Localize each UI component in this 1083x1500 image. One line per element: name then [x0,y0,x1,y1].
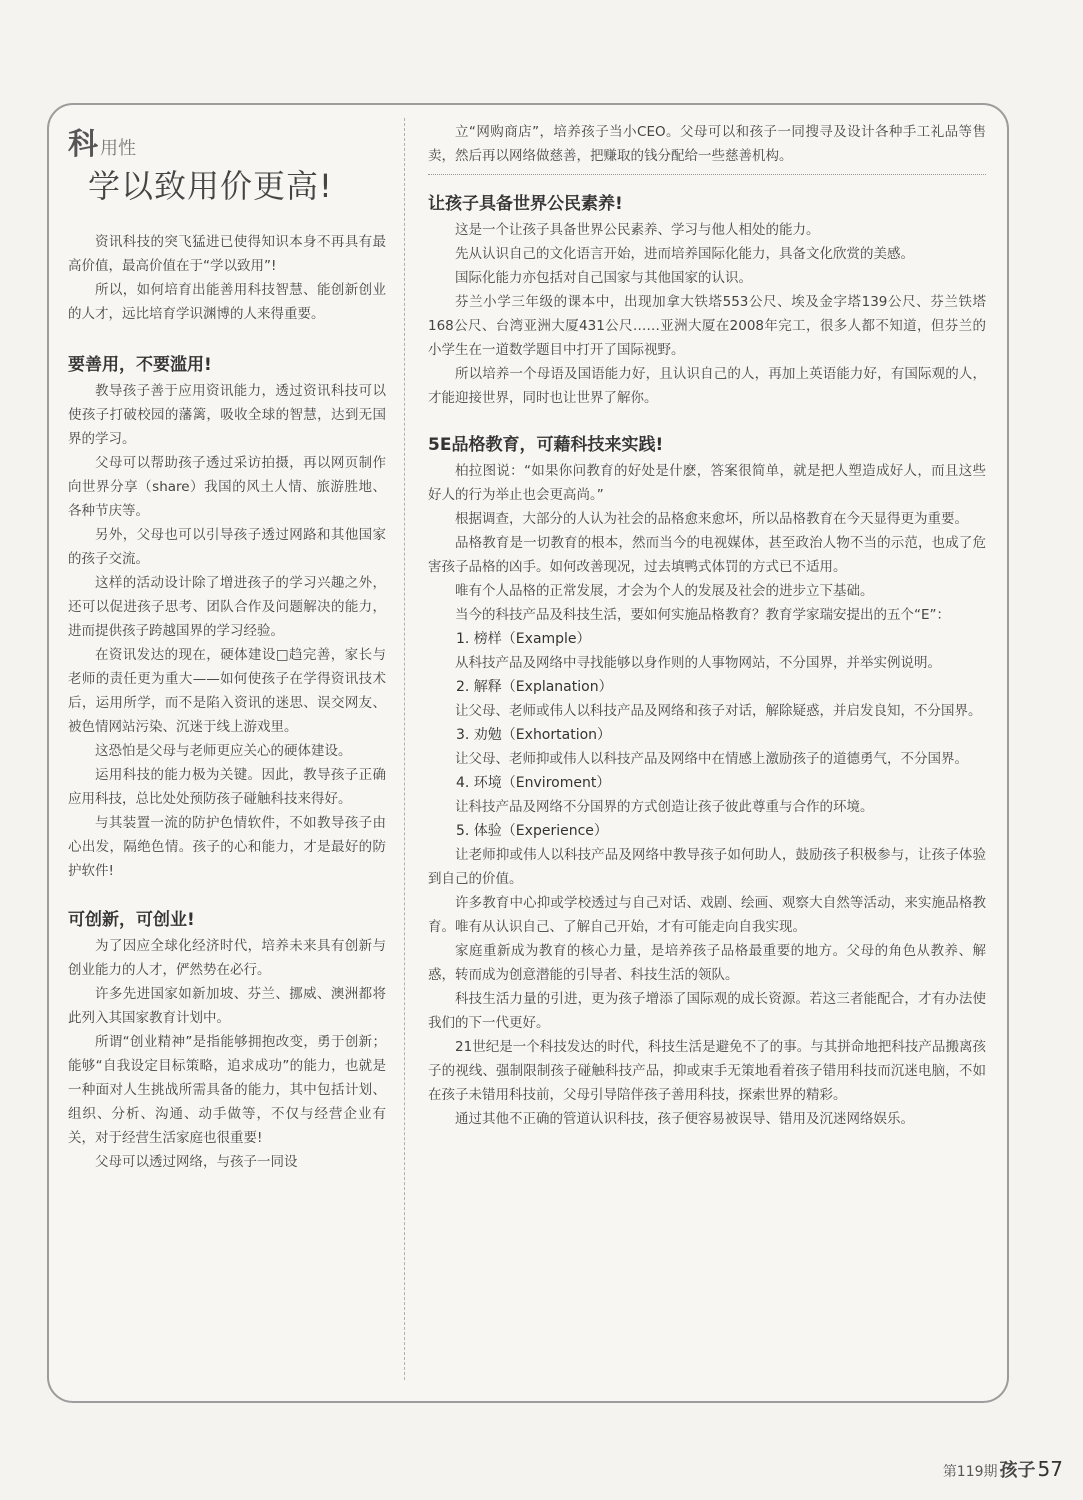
paragraph: 根据调查，大部分的人认为社会的品格愈来愈坏，所以品格教育在今天显得更为重要。 [455,511,968,527]
kicker-small: 用性 [100,138,136,159]
paragraph: 唯有个人品格的正常发展，才会为个人的发展及社会的进步立下基础。 [455,583,874,599]
paragraph: 品格教育是一切教育的根本，然而当今的电视媒体，甚至政治人物不当的示范，也成了危害孩子品格的凶手。如何改善现况，过去填鸭式体罚的方式已不适用。 [428,535,986,575]
left-column [68,128,386,1174]
paragraph: 与其装置一流的防护色情软件，不如教导孩子由心出发，隔绝色情。孩子的心和能力，才是最好的防护软件! [68,815,386,879]
paragraph: 为了因应全球化经济时代，培养未来具有创新与创业能力的人才，俨然势在必行。 [68,938,386,978]
section-heading: 让孩子具备世界公民素养! [428,194,623,214]
page-number: 57 [1037,1457,1063,1481]
e-item-heading: 3. 劝勉（Exhortation） [456,727,612,743]
paragraph: 让科技产品及网络不分国界的方式创造让孩子彼此尊重与合作的环境。 [455,799,874,815]
paragraph: 父母可以透过网络，与孩子一同设 [95,1154,298,1170]
paragraph: 当今的科技产品及科技生活，要如何实施品格教育？教育学家瑞安提出的五个“E”： [455,607,951,623]
lead-paragraph: 立“网购商店”，培养孩子当小CEO。父母可以和孩子一同搜寻及设计各种手工礼品等售卖，然后再以网络做慈善，把赚取的钱分配给一些慈善机构。 [428,120,986,175]
magazine-name: 孩子 [999,1460,1036,1481]
e-item-heading: 4. 环境（Enviroment） [456,775,611,791]
paragraph: 国际化能力亦包括对自己国家与其他国家的认识。 [455,270,752,286]
paragraph: 所以培养一个母语及国语能力好，且认识自己的人，再加上英语能力好，有国际观的人，才能迎接世界，同时也让世界了解你。 [428,366,986,406]
paragraph: 通过其他不正确的管道认识科技，孩子便容易被误导、错用及沉迷网络娱乐。 [455,1111,914,1127]
paragraph: 让老师抑或伟人以科技产品及网络中教导孩子如何助人，鼓励孩子积极参与，让孩子体验到自己的价值。 [428,847,986,887]
section-kicker [68,128,386,166]
paragraph: 这是一个让孩子具备世界公民素养、学习与他人相处的能力。 [455,222,820,238]
paragraph: 这恐怕是父母与老师更应关心的硬体建设。 [95,743,352,759]
paragraph: 从科技产品及网络中寻找能够以身作则的人事物网站，不分国界，并举实例说明。 [455,655,941,671]
issue-number: 第119期 [942,1464,998,1480]
section-heading: 可创新，可创业! [68,910,195,930]
section-heading: 要善用，不要滥用! [68,355,212,375]
paragraph: 父母可以帮助孩子透过采访拍摄，再以网页制作向世界分享（share）我国的风土人情、旅游胜地、各种节庆等。 [68,455,386,519]
paragraph: 柏拉图说：“如果你问教育的好处是什麽，答案很简单，就是把人塑造成好人，而且这些好人的行为举止也会更高尚。” [428,463,986,503]
e-item-heading: 2. 解释（Explanation） [456,679,613,695]
section-heading: 5E品格教育，可藉科技来实践! [428,435,664,455]
paragraph: 在资讯发达的现在，硬体建设□趋完善，家长与老师的责任更为重大——如何使孩子在学得资讯技术后，运用所学，而不是陷入资讯的迷思、误交网友、被色情网站污染、沉迷于线上游戏里。 [68,647,386,735]
paragraph: 教导孩子善于应用资讯能力，透过资讯科技可以使孩子打破校园的藩篱，吸收全球的智慧，达到无国界的学习。 [68,383,386,447]
paragraph: 运用科技的能力极为关键。因此，教导孩子正确应用科技，总比处处预防孩子碰触科技来得好。 [68,767,386,807]
paragraph: 家庭重新成为教育的核心力量，是培养孩子品格最重要的地方。父母的角色从教养、解惑，转而成为创意潜能的引导者、科技生活的领队。 [428,943,986,983]
paragraph: 这样的活动设计除了增进孩子的学习兴趣之外，还可以促进孩子思考、团队合作及问题解决的能力，进而提供孩子跨越国界的学习经验。 [68,575,386,639]
page-footer [943,1456,1063,1482]
kicker-big: 科 [68,127,98,162]
paragraph: 另外，父母也可以引导孩子透过网路和其他国家的孩子交流。 [68,527,386,567]
paragraph: 科技生活力量的引进，更为孩子增添了国际观的成长资源。若这三者能配合，才有办法使我们的下一代更好。 [428,991,986,1031]
headline: 学以致用价更高! [88,167,333,205]
paragraph: 所谓“创业精神”是指能够拥抱改变，勇于创新；能够“自我设定目标策略，追求成功”的能力，也就是一种面对人生挑战所需具备的能力，其中包括计划、组织、分析、沟通、动手做等，不仅与经营企业有关，对于经营生活家庭也很重要! [68,1034,386,1146]
e-item-heading: 1. 榜样（Example） [456,631,591,647]
paragraph: 许多教育中心抑或学校透过与自己对话、戏剧、绘画、观察大自然等活动，来实施品格教育。唯有从认识自己、了解自己开始，才有可能走向自我实现。 [428,895,986,935]
paragraph: 所以，如何培育出能善用科技智慧、能创新创业的人才，远比培育学识渊博的人来得重要。 [68,282,386,322]
paragraph: 先从认识自己的文化语言开始，进而培养国际化能力，具备文化欣赏的美感。 [455,246,914,262]
column-divider [404,118,405,1380]
paragraph: 让父母、老师或伟人以科技产品及网络和孩子对话，解除疑惑，并启发良知，不分国界。 [455,703,982,719]
right-column [428,120,986,1131]
paragraph: 许多先进国家如新加坡、芬兰、挪威、澳洲都将此列入其国家教育计划中。 [68,986,386,1026]
e-item-heading: 5. 体验（Experience） [456,823,608,839]
paragraph: 资讯科技的突飞猛进已使得知识本身不再具有最高价值，最高价值在于“学以致用”! [68,234,386,274]
paragraph: 芬兰小学三年级的课本中，出现加拿大铁塔553公尺、埃及金字塔139公尺、芬兰铁塔168公尺、台湾亚洲大厦431公尺……亚洲大厦在2008年完工，很多人都不知道，但芬兰的小学生在一道数学题目中打开了国际视野。 [428,294,986,358]
paragraph: 21世纪是一个科技发达的时代，科技生活是避免不了的事。与其拼命地把科技产品搬离孩子的视线、强制限制孩子碰触科技产品，抑或束手无策地看着孩子错用科技而沉迷电脑，不如在孩子未错用科技前，父母引导陪伴孩子善用科技，探索世界的精彩。 [428,1039,986,1103]
paragraph: 让父母、老师抑或伟人以科技产品及网络中在情感上激励孩子的道德勇气，不分国界。 [455,751,968,767]
